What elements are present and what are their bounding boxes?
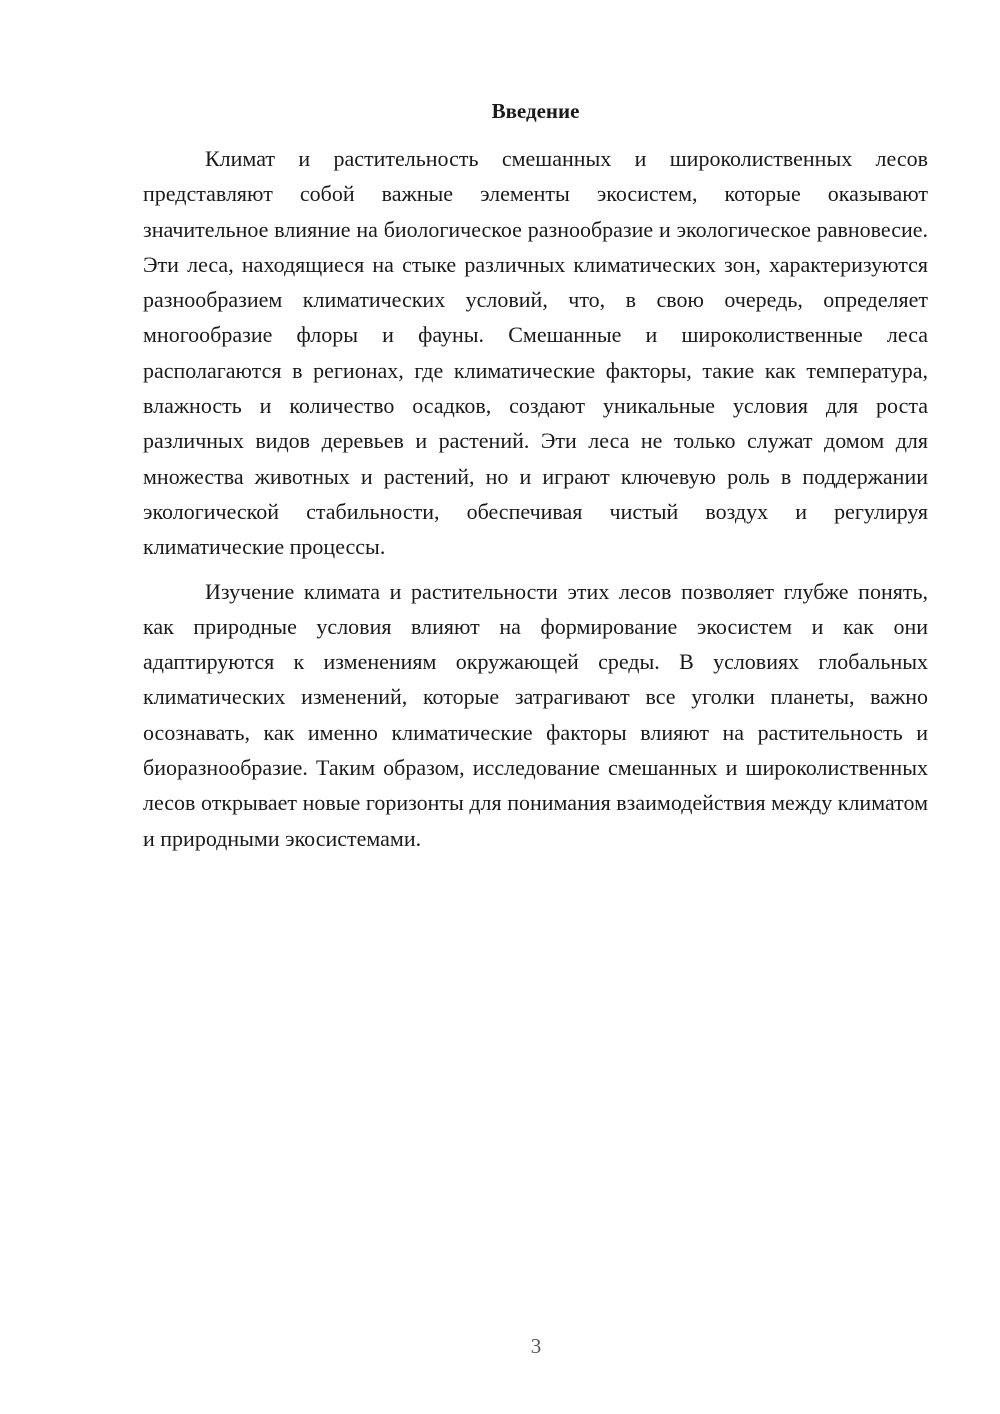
paragraph-1: Климат и растительность смешанных и широколиственных лесов представляют собой важные элементы экосистем, которые оказывают значительное влияние на биологическое разнообразие и экологическое равновесие. Эти леса, находящиеся на стыке различных климатических зон, характеризуются разнообразием климатических условий, что, в свою очередь, определяет многообразие флоры и фауны. Смешанные и широколиственные леса располагаются в регионах, где климатические факторы, такие как температура, влажность и количество осадков, создают уникальные условия для роста различных видов деревьев и растений. Эти леса не только служат домом для множества животных и растений, но и играют ключевую роль в поддержании экологической стабильности, обеспечивая чистый воздух и регулируя климатические процессы. (143, 146, 928, 560)
paragraph-2: Изучение климата и растительности этих лесов позволяет глубже понять, как природные условия влияют на формирование экосистем и как они адаптируются к изменениям окружающей среды. В условиях глобальных климатических изменений, которые затрагивают все уголки планеты, важно осознавать, как именно климатические факторы влияют на растительность и биоразнообразие. Таким образом, исследование смешанных и широколиственных лесов открывает новые горизонты для понимания взаимодействия между климатом и природными экосистемами. (143, 578, 928, 851)
section-heading: Введение (491, 99, 580, 123)
body-text (143, 141, 928, 856)
page-number: 3 (530, 1334, 542, 1358)
